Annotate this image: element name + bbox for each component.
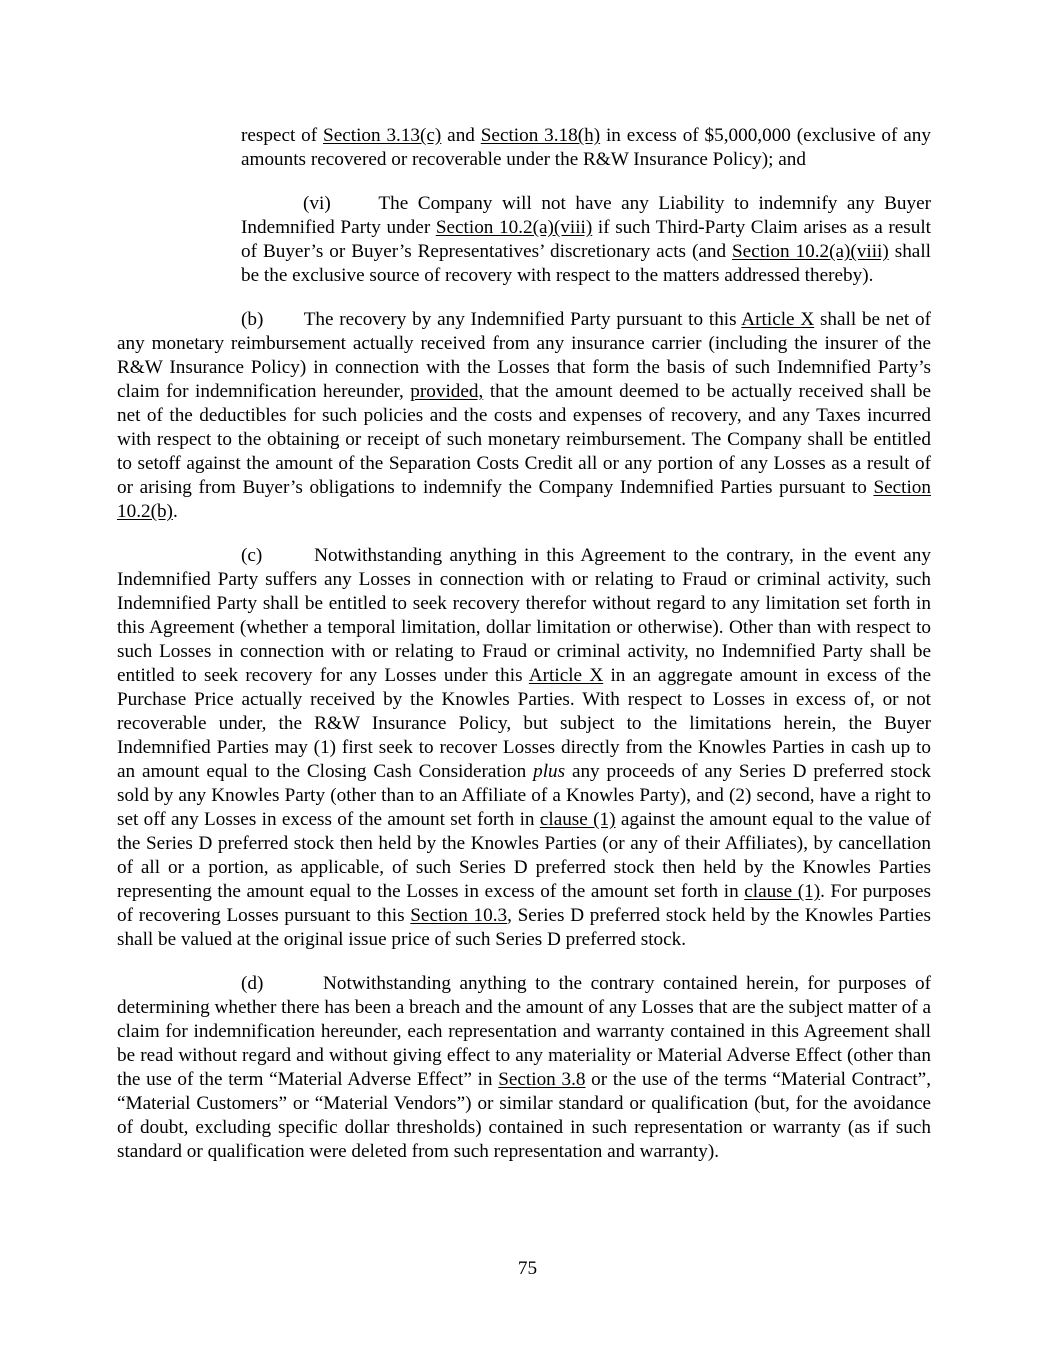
paragraph-label: (vi) [303, 193, 331, 214]
section-link[interactable]: Section 3.13(c) [323, 125, 442, 146]
document-page [117, 124, 931, 1184]
section-link[interactable]: Section 3.18(h) [480, 125, 601, 146]
subsection-block [241, 124, 931, 288]
section-link[interactable]: Section 10.2(a)(viii) [732, 241, 889, 262]
paragraph-vi: (vi) The Company will not have any Liability to indemnify any Buyer Indemnified Party under Section 10.2(a)(viii) if such Third-Party Claim arises as a result of Buyer’s or Buyer’s Representatives’ discretionary acts (and Section 10.2(a)(viii) shall be the exclusive source of recovery with respect to the matters addressed thereby). [241, 193, 932, 286]
section-link[interactable]: Section 10.3 [410, 905, 508, 926]
paragraph-v-continuation: respect of Section 3.13(c) and Section 3.18(h) in excess of $5,000,000 (exclusive of any amounts recovered or recoverable under the R&W Insurance Policy); and [241, 125, 931, 170]
section-link[interactable]: Section 3.8 [498, 1069, 586, 1090]
clause-link[interactable]: clause (1) [539, 809, 616, 830]
article-link[interactable]: Article X [528, 665, 604, 686]
paragraph-label: (d) [241, 973, 264, 994]
paragraph-c: (c) Notwithstanding anything in this Agreement to the contrary, in the event any Indemnified Party suffers any Losses in connection with or relating to Fraud or criminal activity, such Indemnified Party shall be entitled to seek recovery therefor without regard to any limitation set forth in this Agreement (whether a temporal limitation, dollar limitation or otherwise). Other than with respect to such Losses in connection with or relating to Fraud or criminal activity, no Indemnified Party shall be entitled to seek recovery for any Losses under this Article X in an aggregate amount in excess of the Purchase Price actually received by the Knowles Parties. With respect to Losses in excess of, or not recoverable under, the R&W Insurance Policy, but subject to the limitations herein, the Buyer Indemnified Parties may (1) first seek to recover Losses directly from the Knowles Parties in cash up to an amount equal to the Closing Cash Consideration plus any proceeds of any Series D preferred stock sold by any Knowles Party (other than to an Affiliate of a Knowles Party), and (2) second, have a right to set off any Losses in excess of the amount set forth in clause (1) against the amount equal to the value of the Series D preferred stock then held by the Knowles Parties (or any of their Affiliates), by cancellation of all or a portion, as applicable, of such Series D preferred stock then held by the Knowles Parties representing the amount equal to the Losses in excess of the amount set forth in clause (1). For purposes of recovering Losses pursuant to this Section 10.3, Series D preferred stock held by the Knowles Parties shall be valued at the original issue price of such Series D preferred stock. [117, 545, 931, 950]
paragraph-b: (b) The recovery by any Indemnified Party pursuant to this Article X shall be net of any monetary reimbursement actually received from any insurance carrier (including the insurer of the R&W Insurance Policy) in connection with the Losses that form the basis of such Indemnified Party’s claim for indemnification hereunder, provided, that the amount deemed to be actually received shall be net of the deductibles for such policies and the costs and expenses of recovery, and any Taxes incurred with respect to the obtaining or receipt of such monetary reimbursement. The Company shall be entitled to setoff against the amount of the Separation Costs Credit all or any portion of any Losses as a result of or arising from Buyer’s obligations to indemnify the Company Indemnified Parties pursuant to Section 10.2(b). [117, 309, 931, 522]
defined-term: provided, [410, 381, 484, 402]
paragraph-label: (c) [241, 545, 263, 566]
emphasis: plus [533, 761, 566, 782]
section-link[interactable]: Section 10.2(a)(viii) [435, 217, 593, 238]
article-link[interactable]: Article X [741, 309, 815, 330]
clause-link[interactable]: clause (1) [744, 881, 821, 902]
page-number: 75 [517, 1258, 538, 1279]
paragraph-label: (b) [241, 309, 264, 330]
paragraph-d: (d) Notwithstanding anything to the contrary contained herein, for purposes of determining whether there has been a breach and the amount of any Losses that are the subject matter of a claim for indemnification hereunder, each representation and warranty contained in this Agreement shall be read without regard and without giving effect to any materiality or Material Adverse Effect (other than the use of the term “Material Adverse Effect” in Section 3.8 or the use of the terms “Material Contract”, “Material Customers” or “Material Vendors”) or similar standard or qualification (but, for the avoidance of doubt, excluding specific dollar thresholds) contained in such representation or warranty (as if such standard or qualification were deleted from such representation and warranty). [117, 973, 932, 1162]
section-link[interactable]: Section 10.2(b) [117, 477, 931, 522]
